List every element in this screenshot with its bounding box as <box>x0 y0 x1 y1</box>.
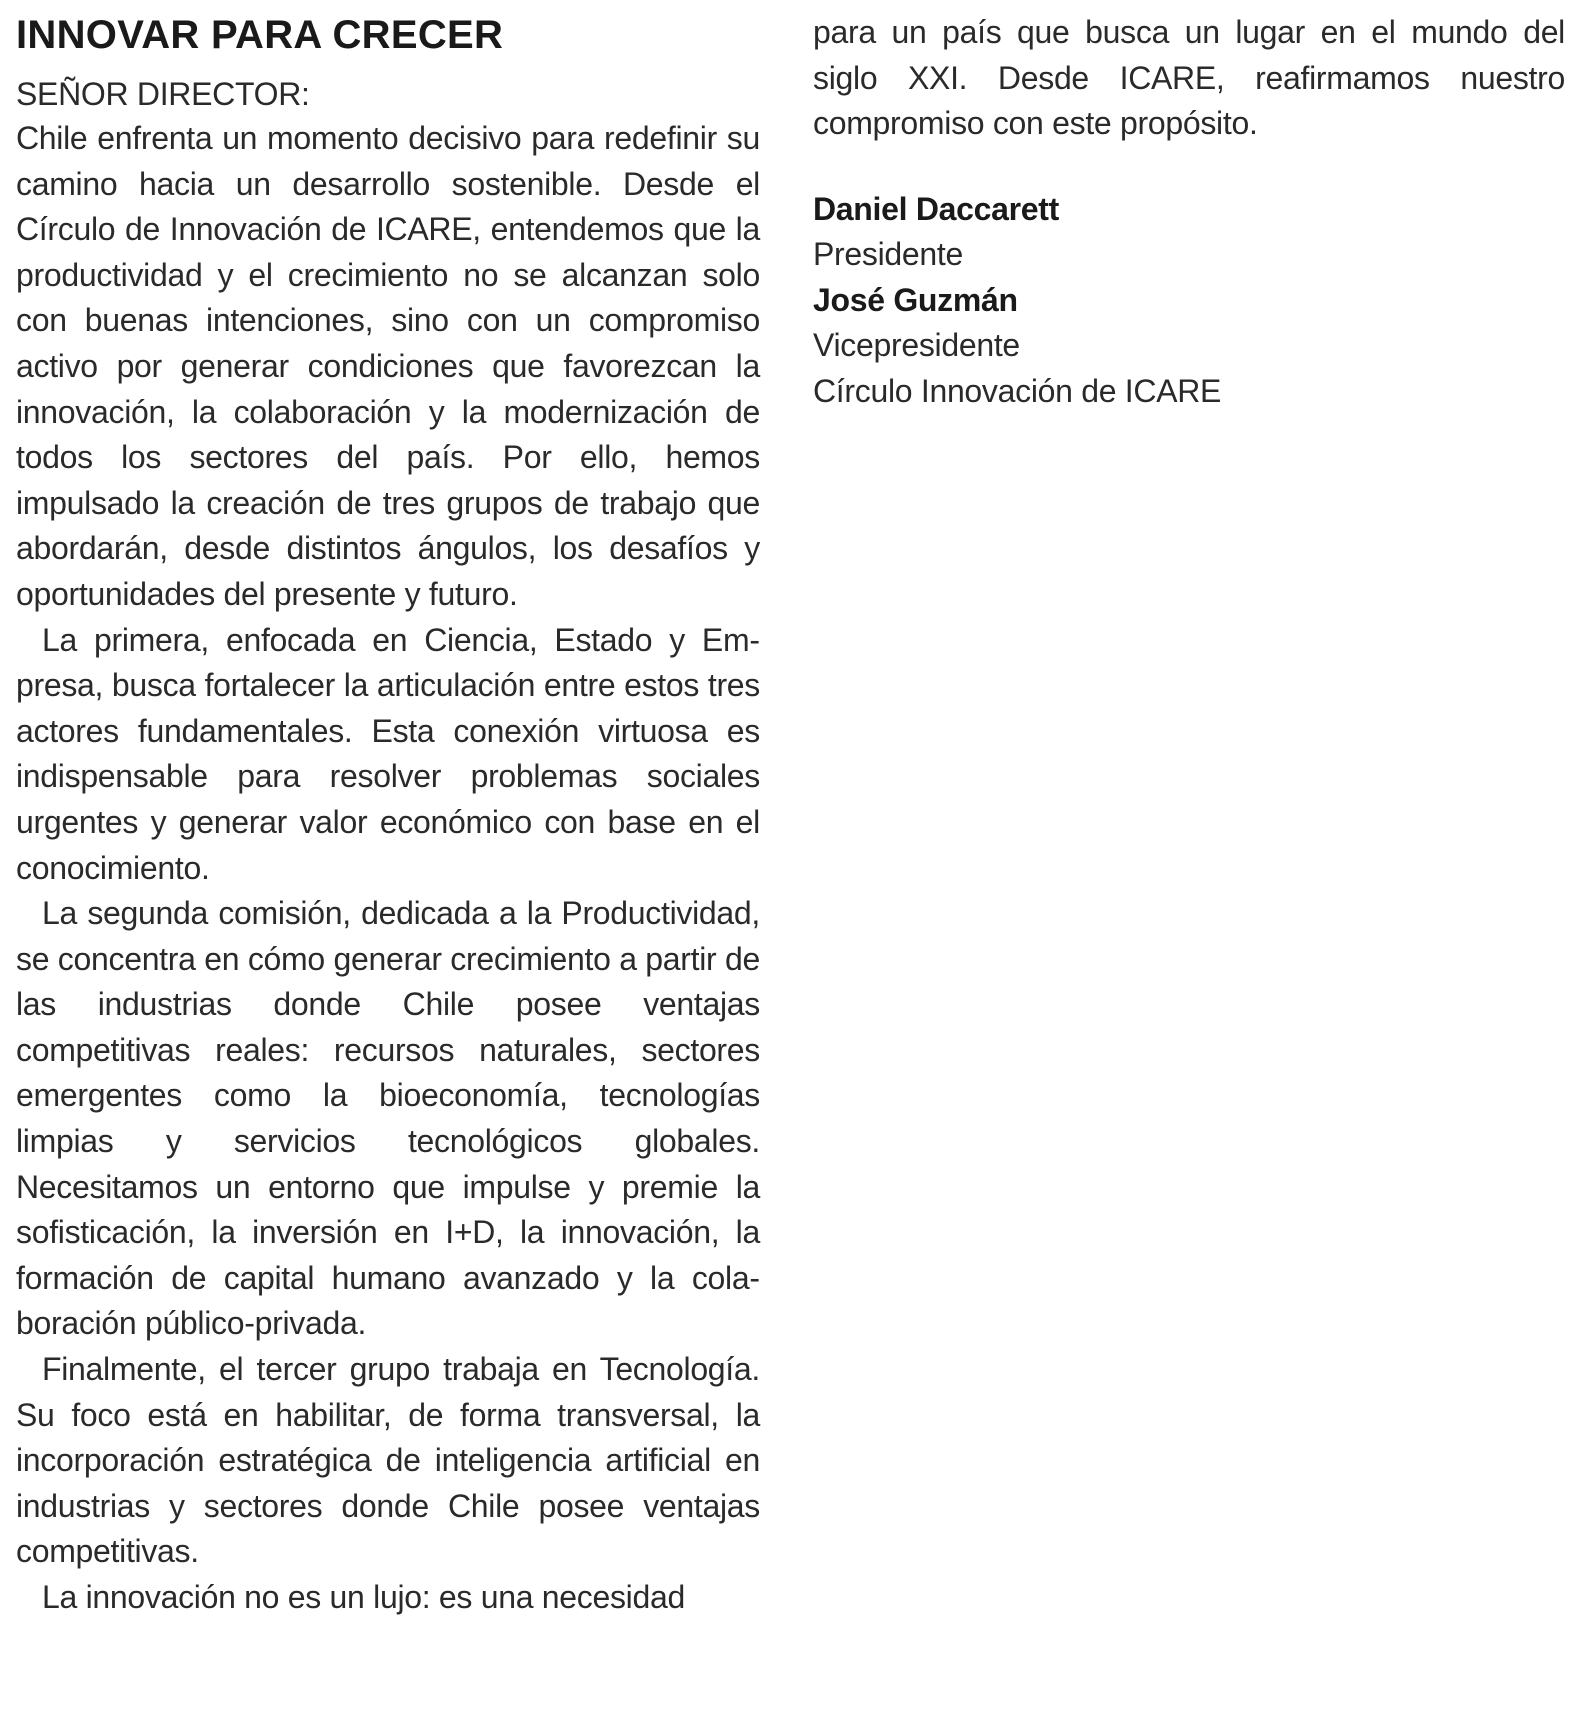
paragraph-2: La primera, enfocada en Ciencia, Estado y Empresa, busca fortalecer la articulación entre estos tres actores fundamentales. Esta conexión virtuosa es indispensable para resolver problemas sociales urgentes y generar valor económico con base en el conocimiento. <box>16 621 760 886</box>
paragraph-5-start: La innovación no es un lujo: es una necesidad <box>42 1579 685 1615</box>
letter-headline: INNOVAR PARA CRECER <box>16 13 504 57</box>
signatory-role: Vicepresidente <box>813 327 1020 364</box>
paragraph-4: Finalmente, el tercer grupo trabaja en Tecnología. Su foco está en habilitar, de forma transversal, la incorporación estratégica de inteligencia artificial en industrias y sectores donde Chile posee ventajas competitivas. <box>16 1351 760 1570</box>
organization-name: Círculo Innovación de ICARE <box>813 372 1222 409</box>
letter-body <box>16 116 760 1621</box>
paragraph-3: La segunda comisión, dedicada a la Productividad, se concentra en cómo generar crecimiento a partir de las industrias donde Chile posee ventajas competitivas reales: recursos naturales, sectores emergentes como la bioeconomía, tecnologías limpias y servicios tecnológicos globales. Necesitamos un entorno que impulse y premie la sofisticación, la inversión en I+D, la innovación, la formación de capital humano avanzado y la colaboración público-privada. <box>16 895 760 1342</box>
signatory-name: José Guzmán <box>813 281 1018 318</box>
right-column <box>813 10 1565 414</box>
signatory-role: Presidente <box>813 236 963 273</box>
left-column <box>16 12 760 1621</box>
salutation: SEÑOR DIRECTOR: <box>16 76 310 112</box>
signatory-name: Daniel Daccarett <box>813 190 1059 227</box>
letter-body-continued <box>813 10 1565 147</box>
paragraph-5-end: para un país que busca un lugar en el mundo del siglo XXI. Desde ICARE, reafirmamos nuestro compromiso con este propósito. <box>813 14 1565 142</box>
paragraph-1: Chile enfrenta un momento decisivo para redefinir su camino hacia un desarrollo sostenible. Desde el Círculo de Innovación de ICARE, entendemos que la productividad y el crecimiento no se alcanzan solo con buenas intenciones, sino con un compromiso activo por generar condiciones que favorezcan la innovación, la colaboración y la modernización de todos los sectores del país. Por ello, hemos impulsado la creación de tres grupos de trabajo que abordarán, desde distintos ángulos, los desafíos y oportunidades del presente y futuro. <box>16 120 760 612</box>
signature-block <box>813 187 1565 415</box>
